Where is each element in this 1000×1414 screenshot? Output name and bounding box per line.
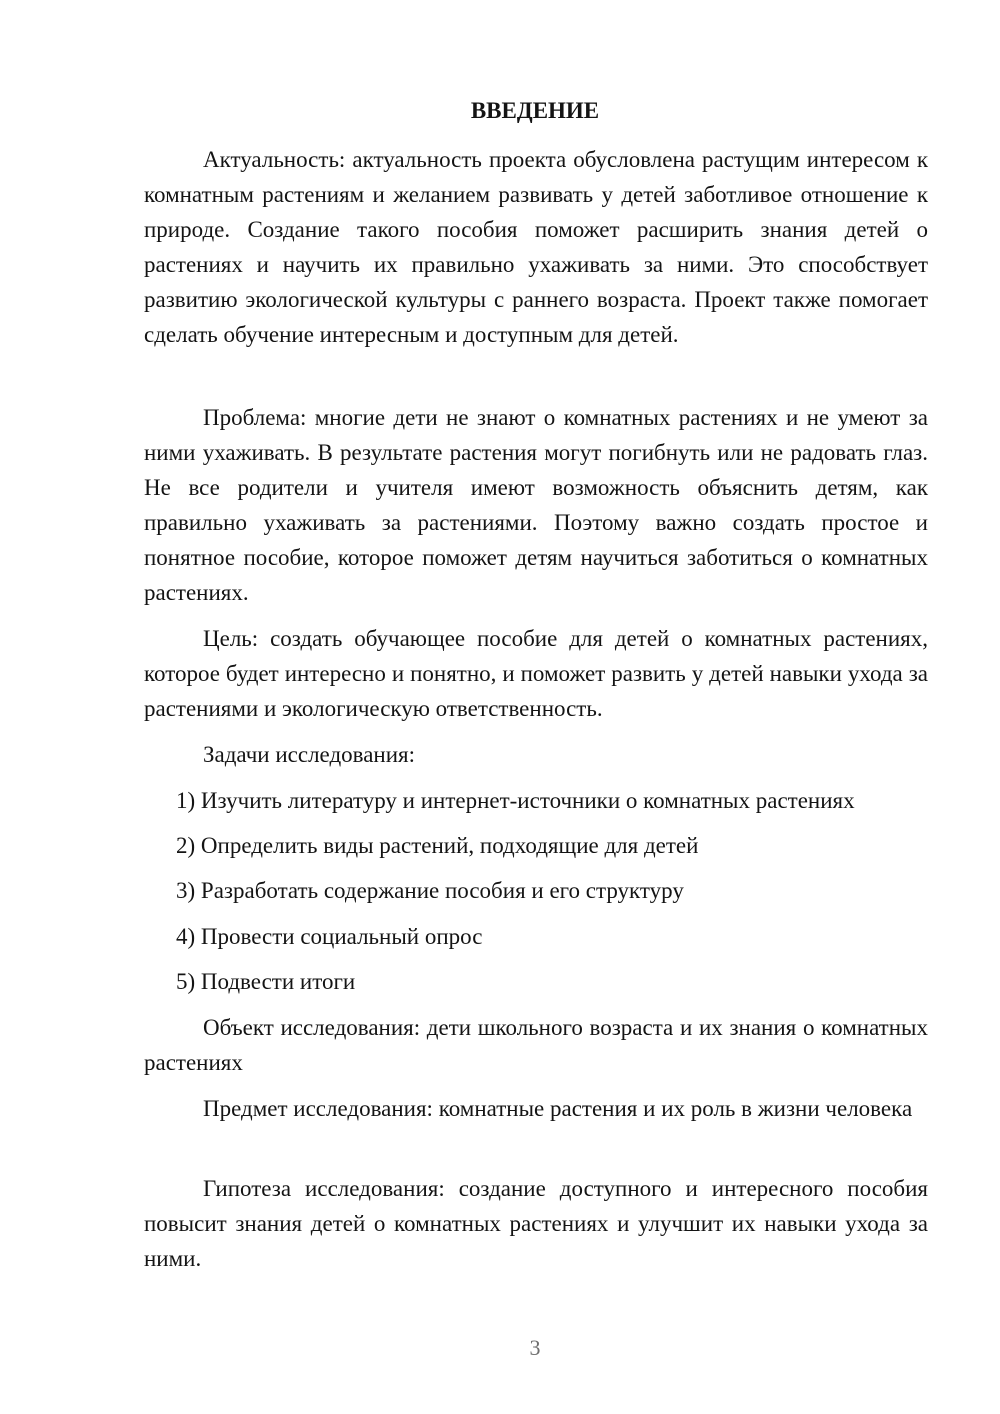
task-item-2: 2) Определить виды растений, подходящие для детей: [176, 833, 699, 858]
task-item-1: 1) Изучить литературу и интернет-источники о комнатных растениях: [176, 788, 855, 813]
relevance-paragraph: Актуальность: актуальность проекта обусловлена растущим интересом к комнатным растениям и желанием развивать у детей заботливое отношение к природе. Создание такого пособия поможет расширить знания детей о растениях и научить их правильно ухаживать за ними. Это способствует развитию экологической культуры с раннего возраста. Проект также помогает сделать обучение интересным и доступным для детей.: [144, 147, 928, 347]
page-number: 3: [529, 1335, 541, 1360]
task-item-4: 4) Провести социальный опрос: [176, 924, 483, 949]
tasks-heading: Задачи исследования:: [203, 742, 416, 767]
problem-paragraph: Проблема: многие дети не знают о комнатных растениях и не умеют за ними ухаживать. В результате растения могут погибнуть или не радовать глаз. Не все родители и учителя имеют возможность объяснить детям, как правильно ухаживать за растениями. Поэтому важно создать простое и понятное пособие, которое поможет детям научиться заботиться о комнатных растениях.: [144, 405, 928, 605]
page-title: ВВЕДЕНИЕ: [470, 98, 600, 123]
object-paragraph: Объект исследования: дети школьного возраста и их знания о комнатных растениях: [144, 1015, 928, 1075]
goal-paragraph: Цель: создать обучающее пособие для детей о комнатных растениях, которое будет интересно и понятно, и поможет развить у детей навыки ухода за растениями и экологическую ответственность.: [144, 626, 928, 721]
hypothesis-paragraph: Гипотеза исследования: создание доступного и интересного пособия повысит знания детей о комнатных растениях и улучшит их навыки ухода за ними.: [144, 1176, 928, 1271]
task-item-3: 3) Разработать содержание пособия и его структуру: [176, 878, 684, 903]
subject-paragraph: Предмет исследования: комнатные растения и их роль в жизни человека: [203, 1096, 913, 1121]
task-item-5: 5) Подвести итоги: [176, 969, 356, 994]
